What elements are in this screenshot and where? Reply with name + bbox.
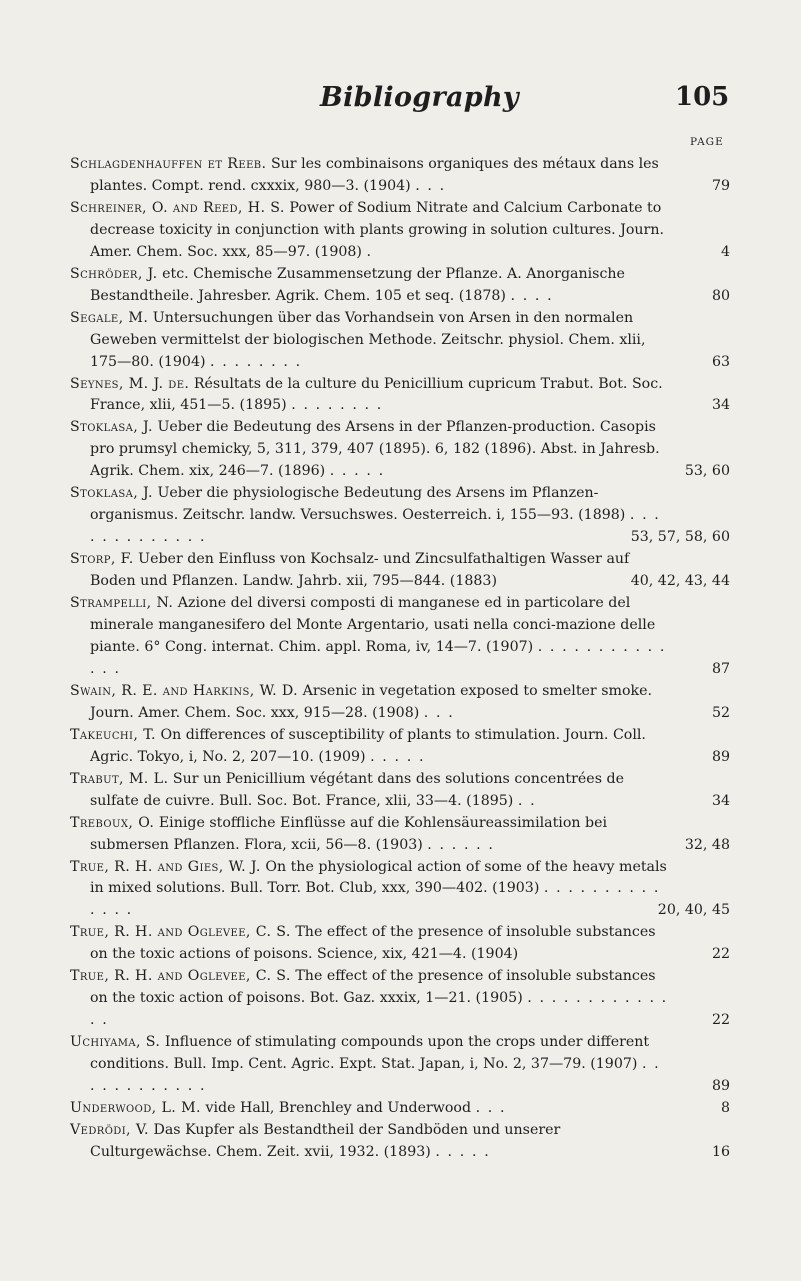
entry-citation: Ueber die Bedeutung des Arsens in der Pflanzen-production. Casopis pro prumsyl chemicky, 5, 311, 379, 407 (1895). 6, 182 (1896). Abst. in Jahresb. Agrik. Chem. xix, 246—7. (1896)	[90, 419, 660, 480]
entry-citation: Azione del diversi composti di manganese ed in particolare del minerale manganesifero del Monte Argentario, usati nella conci-mazione delle piante. 6° Cong. internat. Chim. appl. Roma, iv, 14—7. (1907)	[90, 595, 656, 655]
entry-author: True, R. H. and Oglevee, C. S.	[70, 924, 291, 941]
bibliography-entry	[70, 966, 730, 1032]
entry-author: Trabut, M. L.	[70, 770, 169, 787]
entry-dot-leader: . . . .	[510, 287, 554, 304]
entry-page-refs: 89	[709, 747, 730, 769]
entry-dot-leader: . . . . . . . . . . . .	[90, 1056, 661, 1095]
entry-author: Schröder, J.	[70, 265, 158, 282]
entry-dot-leader: . . . . . . . . . . . . . .	[90, 990, 668, 1029]
entry-page-refs: 52	[709, 703, 730, 725]
entry-citation: On differences of susceptibility of plants to stimulation. Journ. Coll. Agric. Tokyo, i, No. 2, 207—10. (1909)	[90, 726, 646, 765]
bibliography-entry	[70, 813, 730, 857]
entry-author: Stoklasa, J.	[70, 419, 153, 436]
entry-citation: Ueber den Einfluss von Kochsalz- und Zincsulfathaltigen Wasser auf Boden und Pflanzen. Landw. Jahrb. xii, 795—844. (1883)	[90, 551, 630, 590]
bibliography-entry	[70, 1098, 730, 1120]
bibliography-entry	[70, 769, 730, 813]
entry-page-refs: 34	[709, 395, 730, 417]
bibliography-entry	[70, 1120, 730, 1164]
entry-author: Uchiyama, S.	[70, 1034, 161, 1051]
entry-citation: Das Kupfer als Bestandtheil der Sandböden und unserer Culturgewächse. Chem. Zeit. xvii, 1932. (1893)	[90, 1121, 561, 1160]
entry-citation: The effect of the presence of insoluble substances on the toxic action of poisons. Bot. Gaz. xxxix, 1—21. (1905)	[90, 968, 656, 1007]
entry-citation: Arsenic in vegetation exposed to smelter smoke. Journ. Amer. Chem. Soc. xxx, 915—28. (1908)	[90, 682, 652, 721]
bibliography-list	[70, 154, 730, 1164]
entry-dot-leader: . . . . . . . . . . . . .	[90, 507, 661, 546]
entry-page-refs: 20, 40, 45	[655, 900, 730, 922]
entry-page-refs: 32, 48	[682, 835, 730, 857]
entry-author: Treboux, O.	[70, 814, 155, 831]
entry-page-refs: 22	[709, 944, 730, 966]
bibliography-entry	[70, 922, 730, 966]
entry-citation: Untersuchungen über das Vorhandsein von Arsen in den normalen Geweben vermittelst der biologischen Methode. Zeitschr. physiol. Chem. xlii, 175—80. (1904)	[90, 309, 646, 370]
entry-citation: Résultats de la culture du Penicillium cupricum Trabut. Bot. Soc. France, xlii, 451—5. (1895)	[90, 375, 663, 414]
entry-dot-leader: . . . . .	[435, 1143, 491, 1160]
bibliography-entry	[70, 198, 730, 264]
bibliography-entry	[70, 681, 730, 725]
bibliography-entry	[70, 483, 730, 549]
entry-page-refs: 53, 57, 58, 60	[628, 527, 730, 549]
entry-page-refs: 80	[709, 286, 730, 308]
entry-author: Segale, M.	[70, 309, 149, 326]
entry-page-refs: 34	[709, 791, 730, 813]
entry-author: Underwood, L. M.	[70, 1099, 201, 1116]
bibliography-entry	[70, 374, 730, 418]
entry-dot-leader: . . . . .	[329, 463, 385, 480]
entry-author: Takeuchi, T.	[70, 726, 156, 743]
entry-citation: etc. Chemische Zusammensetzung der Pflanze. A. Anorganische Bestandtheile. Jahresber. Agrik. Chem. 105 et seq. (1878)	[90, 265, 625, 304]
entry-author: Swain, R. E. and Harkins, W. D.	[70, 682, 299, 699]
entry-dot-leader: . . . . . .	[427, 836, 495, 853]
entry-citation: Power of Sodium Nitrate and Calcium Carbonate to decrease toxicity in conjunction with plants growing in solution cultures. Journ. Amer. Chem. Soc. xxx, 85—97. (1908)	[90, 199, 664, 260]
entry-page-refs: 79	[709, 176, 730, 198]
entry-dot-leader: . . . . . . . . . . . . . .	[90, 880, 660, 919]
entry-dot-leader: . .	[517, 792, 537, 809]
entry-author: Seynes, M. J. de.	[70, 375, 190, 392]
bibliography-entry	[70, 549, 730, 593]
bibliography-entry	[70, 725, 730, 769]
entry-page-refs: 4	[718, 242, 730, 264]
entry-citation: vide Hall, Brenchley and Underwood	[205, 1099, 472, 1116]
entry-author: True, R. H. and Oglevee, C. S.	[70, 968, 291, 985]
entry-citation: Sur un Penicillium végétant dans des solutions concentrées de sulfate de cuivre. Bull. Soc. Bot. France, xlii, 33—4. (1895)	[90, 770, 624, 809]
entry-dot-leader: . . .	[423, 704, 455, 721]
bibliography-entry	[70, 417, 730, 483]
entry-dot-leader: . . .	[415, 177, 446, 194]
entry-author: Storp, F.	[70, 551, 134, 568]
running-title: Bibliography	[320, 82, 519, 113]
entry-author: Vedrödi, V.	[70, 1121, 149, 1138]
bibliography-entry	[70, 857, 730, 923]
entry-page-refs: 63	[709, 352, 730, 374]
bibliography-entry	[70, 264, 730, 308]
entry-citation: Einige stoffliche Einflüsse auf die Kohlensäureassimilation bei submersen Pflanzen. Flora, xcii, 56—8. (1903)	[90, 814, 608, 853]
page-header	[0, 82, 801, 122]
entry-dot-leader: . . . . . . . . . . . . . .	[90, 638, 666, 677]
entry-page-refs: 16	[709, 1142, 730, 1164]
page-number: 105	[675, 82, 730, 112]
entry-page-refs: 22	[709, 1010, 730, 1032]
entry-dot-leader: . . . . . . . .	[210, 353, 302, 370]
entry-page-refs: 8	[718, 1098, 730, 1120]
entry-dot-leader: . . . . . . . .	[291, 397, 383, 414]
entry-citation: The effect of the presence of insoluble substances on the toxic actions of poisons. Science, xix, 421—4. (1904)	[90, 924, 656, 963]
entry-dot-leader: . . .	[475, 1099, 507, 1116]
entry-citation: Ueber die physiologische Bedeutung des Arsens im Pflanzen-organismus. Zeitschr. landw. Versuchswes. Oesterreich. i, 155—93. (1898)	[90, 485, 626, 524]
entry-dot-leader: . . . . .	[370, 748, 426, 765]
entry-author: Schlagdenhauffen et Reeb.	[70, 156, 267, 172]
entry-author: True, R. H. and Gies, W. J.	[70, 858, 261, 875]
bibliography-entry	[70, 1032, 730, 1098]
entry-citation: Influence of stimulating compounds upon the crops under different conditions. Bull. Imp. Cent. Agric. Expt. Stat. Japan, i, No. 2, 37—79. (1907)	[90, 1034, 650, 1073]
entry-page-refs: 53, 60	[682, 461, 730, 483]
bibliography-entry	[70, 154, 730, 198]
page-column-label: PAGE	[690, 136, 724, 148]
bibliography-entry	[70, 308, 730, 374]
entry-citation: On the physiological action of some of the heavy metals in mixed solutions. Bull. Torr. Bot. Club, xxx, 390—402. (1903)	[90, 858, 667, 897]
entry-author: Schreiner, O. and Reed, H. S.	[70, 199, 285, 216]
entry-page-refs: 40, 42, 43, 44	[628, 571, 730, 593]
entry-author: Stoklasa, J.	[70, 485, 153, 502]
entry-citation: Sur les combinaisons organiques des métaux dans les plantes. Compt. rend. cxxxix, 980—3. (1904)	[90, 156, 659, 194]
bibliography-entry	[70, 593, 730, 681]
entry-page-refs: 89	[709, 1076, 730, 1098]
entry-page-refs: 87	[709, 659, 730, 681]
entry-author: Strampelli, N.	[70, 595, 174, 612]
entry-dot-leader: .	[366, 243, 373, 260]
